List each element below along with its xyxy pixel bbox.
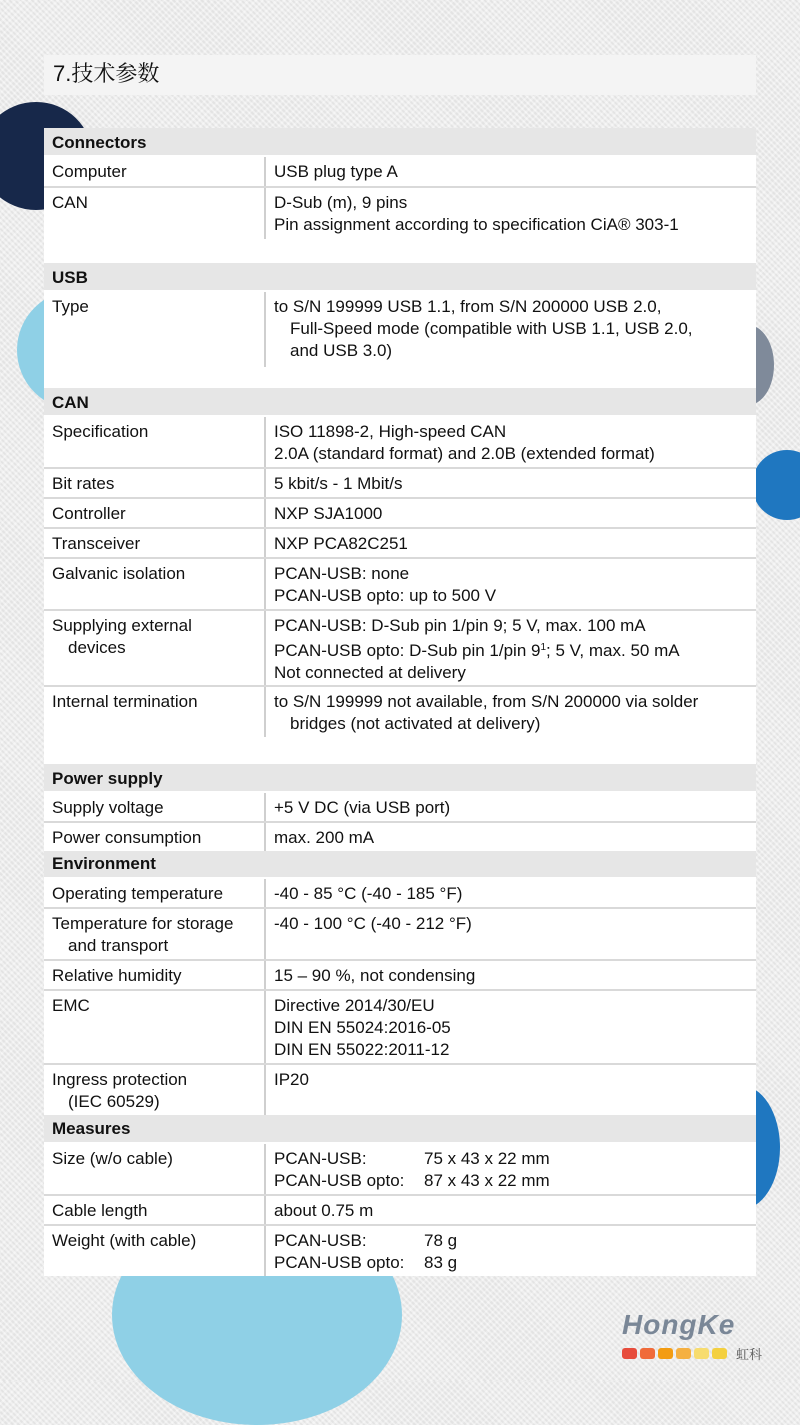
row-value: PCAN-USB opto: 83 g	[274, 1253, 458, 1272]
table-row	[44, 879, 756, 909]
row-value: bridges (not activated at delivery)	[290, 714, 541, 733]
row-value: PCAN-USB: 78 g	[274, 1231, 458, 1250]
table-row	[44, 961, 756, 991]
section-connectors-heading: Connectors	[44, 128, 756, 157]
table-row	[44, 611, 756, 687]
row-value: Full-Speed mode (compatible with USB 1.1, USB 2.0,	[290, 319, 693, 338]
table-row	[44, 157, 756, 188]
row-value: -40 - 85 °C (-40 - 185 °F)	[274, 884, 463, 903]
row-label: CAN	[52, 193, 88, 212]
table-row	[44, 469, 756, 499]
table-row	[44, 793, 756, 823]
row-value: IP20	[274, 1070, 309, 1089]
row-value: DIN EN 55024:2016-05	[274, 1018, 451, 1037]
row-label: Ingress protection	[52, 1070, 188, 1089]
row-value: D-Sub (m), 9 pins	[274, 193, 408, 212]
row-label: Temperature for storage	[52, 914, 234, 933]
table-row	[44, 1196, 756, 1226]
row-label: Specification	[52, 422, 149, 441]
row-label: Relative humidity	[52, 966, 182, 985]
row-value: DIN EN 55022:2011-12	[274, 1040, 450, 1059]
row-value: ISO 11898-2, High-speed CAN	[274, 422, 507, 441]
row-value: about 0.75 m	[274, 1201, 374, 1220]
table-row	[44, 417, 756, 469]
row-label: and transport	[68, 936, 169, 955]
row-label: Power consumption	[52, 828, 202, 847]
table-row	[44, 909, 756, 961]
row-label: Type	[52, 297, 89, 316]
logo-dot	[676, 1348, 691, 1359]
table-row	[44, 499, 756, 529]
spec-table	[44, 128, 756, 1276]
row-value: 2.0A (standard format) and 2.0B (extended format)	[274, 444, 655, 463]
row-value: NXP SJA1000	[274, 504, 383, 523]
row-value: max. 200 mA	[274, 828, 375, 847]
table-row	[44, 1226, 756, 1276]
table-row	[44, 529, 756, 559]
table-row	[44, 823, 756, 851]
row-value: Not connected at delivery	[274, 663, 466, 682]
row-value: 15 – 90 %, not condensing	[274, 966, 476, 985]
logo-dot	[658, 1348, 673, 1359]
row-value: to S/N 199999 USB 1.1, from S/N 200000 USB 2.0,	[274, 297, 662, 316]
row-label: Bit rates	[52, 474, 115, 493]
row-label: Cable length	[52, 1201, 148, 1220]
logo-dot	[694, 1348, 709, 1359]
row-value: to S/N 199999 not available, from S/N 200000 via solder	[274, 692, 699, 711]
table-row	[44, 687, 756, 737]
table-row	[44, 991, 756, 1065]
logo-dot	[712, 1348, 727, 1359]
page-title: 7.技术参数	[53, 61, 160, 86]
table-row	[44, 1065, 756, 1115]
row-value: and USB 3.0)	[290, 341, 393, 360]
table-row	[44, 188, 756, 239]
section-power-heading: Power supply	[44, 764, 756, 793]
row-value: PCAN-USB: 75 x 43 x 22 mm	[274, 1149, 550, 1168]
row-label: Operating temperature	[52, 884, 224, 903]
logo-dot	[622, 1348, 637, 1359]
row-label: (IEC 60529)	[68, 1092, 160, 1111]
row-label: Internal termination	[52, 692, 198, 711]
logo-dot	[640, 1348, 655, 1359]
row-value: PCAN-USB opto: up to 500 V	[274, 586, 497, 605]
row-value: +5 V DC (via USB port)	[274, 798, 451, 817]
hongke-logo	[622, 1310, 792, 1360]
row-value-with-footnote: PCAN-USB opto: D-Sub pin 1/pin $9^1$; 5 V, max. 50 mA	[274, 641, 680, 660]
row-label: devices	[68, 638, 126, 657]
row-label: Size (w/o cable)	[52, 1149, 173, 1168]
row-value: PCAN-USB: D-Sub pin 1/pin 9; 5 V, max. 100 mA	[274, 616, 646, 635]
row-label: Supply voltage	[52, 798, 164, 817]
logo-cn-text: 虹科	[736, 1347, 763, 1362]
logo-color-bar	[622, 1344, 792, 1363]
decor-circle-blue	[752, 450, 800, 520]
section-measures-heading: Measures	[44, 1115, 756, 1144]
row-value: PCAN-USB: none	[274, 564, 410, 583]
row-value: USB plug type A	[274, 162, 398, 181]
row-value: -40 - 100 °C (-40 - 212 °F)	[274, 914, 472, 933]
row-label: Galvanic isolation	[52, 564, 186, 583]
section-usb-heading: USB	[44, 263, 756, 292]
row-label: EMC	[52, 996, 90, 1015]
row-value: Pin assignment according to specification CiA® 303-1	[274, 215, 679, 234]
row-label: Computer	[52, 162, 127, 181]
row-label: Controller	[52, 504, 126, 523]
row-value: PCAN-USB opto: 87 x 43 x 22 mm	[274, 1171, 550, 1190]
footnote-marker: 1	[540, 642, 547, 653]
logo-text: HongKe	[622, 1309, 736, 1340]
table-row	[44, 1144, 756, 1196]
section-environment-heading: Environment	[44, 851, 756, 879]
row-label: Supplying external	[52, 616, 192, 635]
row-label: Transceiver	[52, 534, 141, 553]
table-row	[44, 292, 756, 367]
row-value: 5 kbit/s - 1 Mbit/s	[274, 474, 403, 493]
row-label: Weight (with cable)	[52, 1231, 197, 1250]
table-row	[44, 559, 756, 611]
row-value: Directive 2014/30/EU	[274, 996, 435, 1015]
section-can-heading: CAN	[44, 388, 756, 417]
row-value: NXP PCA82C251	[274, 534, 408, 553]
